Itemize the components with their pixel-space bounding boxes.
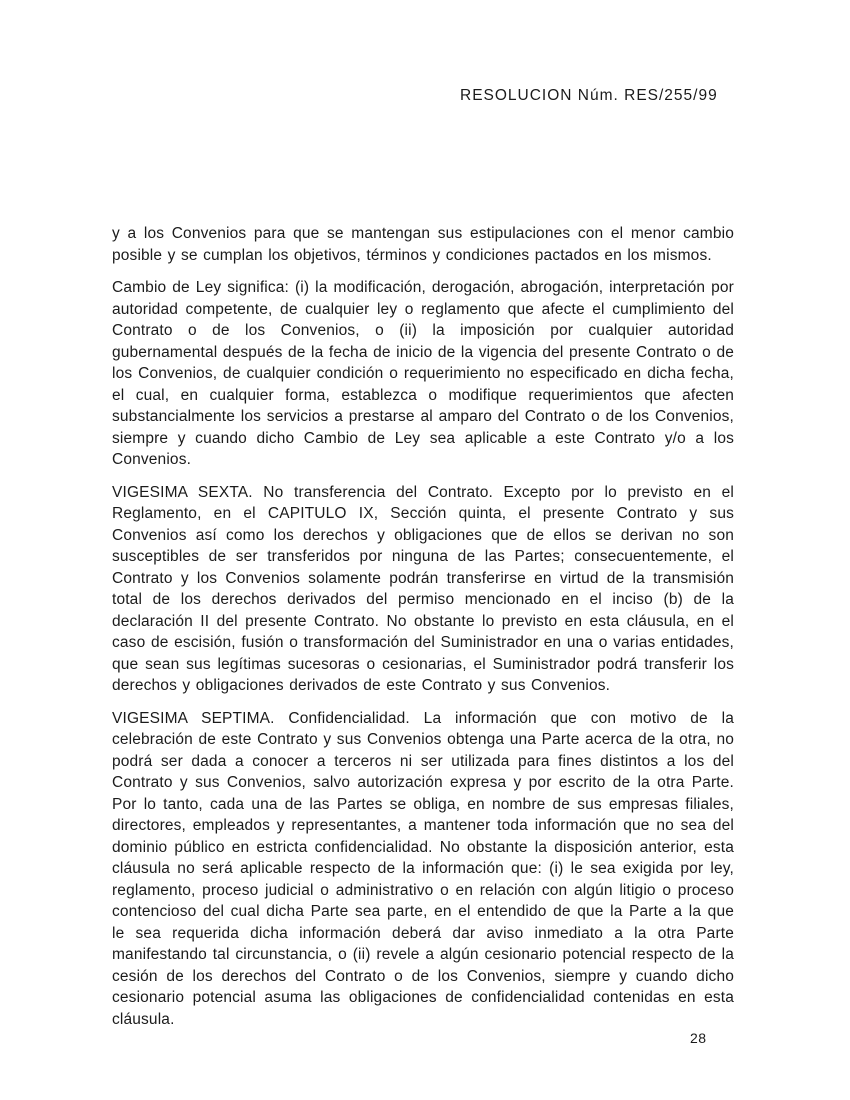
paragraph-vigesima-sexta-no-transferencia: VIGESIMA SEXTA. No transferencia del Contrato. Excepto por lo previsto en el Reglamento, en el CAPITULO IX, Sección quinta, el presente Contrato y sus Convenios así como los derechos y obligaciones que de ellos se derivan no son susceptibles de ser transferidos por ninguna de las Partes; consecuentemente, el Contrato y los Convenios solamente podrán transferirse en virtud de la transmisión total de los derechos derivados del permiso mencionado en el inciso (b) de la declaración II del presente Contrato. No obstante lo previsto en esta cláusula, en el caso de escisión, fusión o transformación del Suministrador en una o varias entidades, que sean sus legítimas sucesoras o cesionarias, el Suministrador podrá transferir los derechos y obligaciones derivados de este Contrato y sus Convenios. [112, 483, 734, 694]
paragraph-convenios-estipulaciones: y a los Convenios para que se mantengan sus estipulaciones con el menor cambio posible y se cumplan los objetivos, términos y condiciones pactados en los mismos. [112, 225, 734, 264]
paragraph-vigesima-septima-confidencialidad: VIGESIMA SEPTIMA. Confidencialidad. La información que con motivo de la celebración de este Contrato y sus Convenios obtenga una Parte acerca de la otra, no podrá ser dada a conocer a terceros ni ser utilizada para fines distintos a los del Contrato y sus Convenios, salvo autorización expresa y por escrito de la otra Parte. Por lo tanto, cada una de las Partes se obliga, en nombre de sus empresas filiales, directores, empleados y representantes, a mantener toda información que no sea del dominio público en estricta confidencialidad. No obstante la disposición anterior, esta cláusula no será aplicable respecto de la información que: (i) le sea exigida por ley, reglamento, proceso judicial o administrativo o en relación con algún litigio o proceso contencioso del cual dicha Parte sea parte, en el entendido de que la Parte a la que le sea requerida dicha información deberá dar aviso inmediato a la otra Parte manifestando tal circunstancia, o (ii) revele a algún cesionario potencial respecto de la cesión de los derechos del Contrato o de los Convenios, siempre y cuando dicho cesionario potencial asuma las obligaciones de confidencialidad contenidas en esta cláusula. [112, 709, 734, 1028]
paragraph-cambio-de-ley: Cambio de Ley significa: (i) la modificación, derogación, abrogación, interpretación por autoridad competente, de cualquier ley o reglamento que afecte el cumplimiento del Contrato o de los Convenios, o (ii) la imposición por cualquier autoridad gubernamental después de la fecha de inicio de la vigencia del presente Contrato o de los Convenios, de cualquier condición o requerimiento no especificado en dicha fecha, el cual, en cualquier forma, establezca o modifique requerimientos que afecten substancialmente los servicios a prestarse al amparo del Contrato o de los Convenios, siempre y cuando dicho Cambio de Ley sea aplicable a este Contrato y/o a los Convenios. [112, 279, 734, 468]
document-body [112, 223, 734, 1041]
resolution-number: RESOLUCION Núm. RES/255/99 [460, 87, 718, 104]
page-number: 28 [690, 1030, 707, 1046]
document-header [460, 87, 750, 105]
